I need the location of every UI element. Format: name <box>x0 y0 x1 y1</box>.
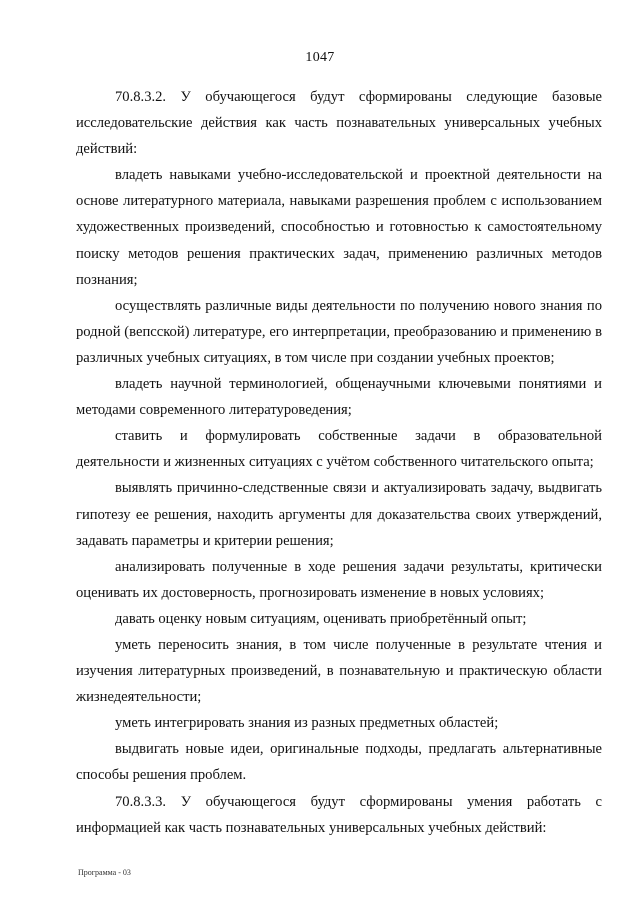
list-item: выдвигать новые идеи, оригинальные подходы, предлагать альтернативные способы решения проблем. <box>76 741 602 784</box>
list-item: владеть научной терминологией, общенаучными ключевыми понятиями и методами современного литературоведения; <box>76 376 602 419</box>
list-item: давать оценку новым ситуациям, оценивать приобретённый опыт; <box>115 610 527 627</box>
list-item: анализировать полученные в ходе решения задачи результаты, критически оценивать их достоверность, прогнозировать изменение в новых условиях; <box>76 558 602 601</box>
list-item: уметь интегрировать знания из разных предметных областей; <box>115 715 499 732</box>
list-item: выявлять причинно-следственные связи и актуализировать задачу, выдвигать гипотезу ее решения, находить аргументы для доказательства своих утверждений, задавать параметры и критерии решения; <box>76 480 602 549</box>
paragraph-70-8-3-3: 70.8.3.3. У обучающегося будут сформированы умения работать с информацией как часть познавательных универсальных учебных действий: <box>76 793 602 836</box>
list-item: ставить и формулировать собственные задачи в образовательной деятельности и жизненных ситуациях с учётом собственного читательского опыта; <box>76 428 602 471</box>
footer-label: Программа - 03 <box>78 868 131 877</box>
list-item: владеть навыками учебно-исследовательской и проектной деятельности на основе литературного материала, навыками разрешения проблем с использованием художественных произведений, способностью и готовностью к самостоятельному поиску методов решения практических задач, применению различных методов познания; <box>76 167 602 288</box>
page-number: 1047 <box>305 50 335 65</box>
list-item: осуществлять различные виды деятельности по получению нового знания по родной (вепсской) литературе, его интерпретации, преобразованию и применению в различных учебных ситуациях, в том числе при создании учебных проектов; <box>76 297 602 366</box>
list-item: уметь переносить знания, в том числе полученные в результате чтения и изучения литературных произведений, в познавательную и практическую области жизнедеятельности; <box>76 636 602 706</box>
body-text <box>76 84 602 841</box>
paragraph-70-8-3-2: 70.8.3.2. У обучающегося будут сформированы следующие базовые исследовательские действия как часть познавательных универсальных учебных действий: <box>76 89 602 158</box>
